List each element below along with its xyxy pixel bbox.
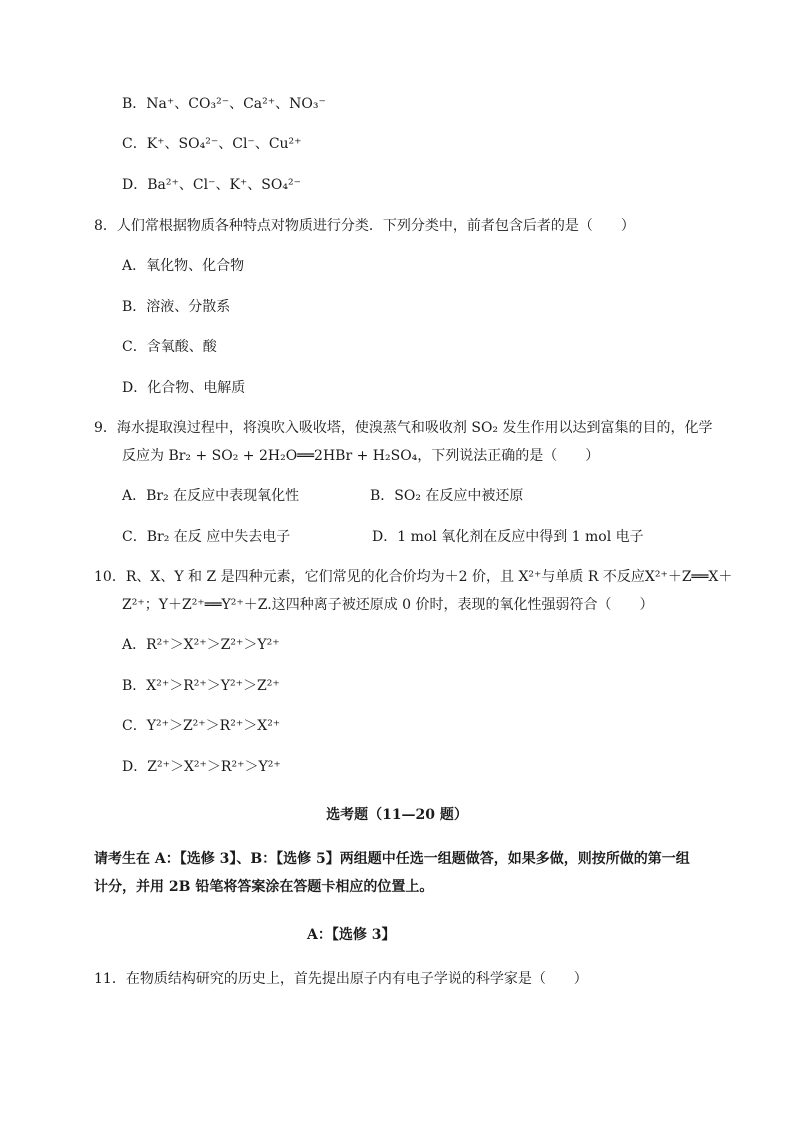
q9-option-b: B．SO₂ 在反应中被还原 — [370, 488, 524, 504]
q9-stem-line2: 反应为 Br₂ + SO₂ + 2H₂O══2HBr + H₂SO₄，下列说法正确的是（ ） — [122, 448, 600, 464]
group-a-heading: A：【选修 3】 — [307, 927, 396, 943]
q9-stem-line1: 9．海水提取溴过程中，将溴吹入吸收塔，使溴蒸气和吸收剂 SO₂ 发生作用以达到富集的目的，化学 — [94, 420, 713, 436]
q8-option-c: C．含氧酸、酸 — [122, 339, 217, 355]
q8-option-b: B．溶液、分散系 — [122, 299, 231, 315]
q10-stem-line1: 10．R、X、Y 和 Z 是四种元素，它们常见的化合价均为＋2 价，且 X²⁺与单质 R 不反应X²⁺＋Z══X＋ — [94, 569, 733, 585]
q8-option-a: A．氧化物、化合物 — [122, 258, 245, 274]
q10-option-a: A．R²⁺＞X²⁺＞Z²⁺＞Y²⁺ — [122, 637, 280, 653]
q9-option-c: C．Br₂ 在反 应中失去电子 — [122, 529, 291, 545]
q10-option-d: D．Z²⁺＞X²⁺＞R²⁺＞Y²⁺ — [122, 759, 281, 775]
q9-option-a: A．Br₂ 在反应中表现氧化性 — [122, 488, 300, 504]
q8-stem: 8．人们常根据物质各种特点对物质进行分类．下列分类中，前者包含后者的是（ ） — [94, 218, 635, 234]
q10-option-c: C．Y²⁺＞Z²⁺＞R²⁺＞X²⁺ — [122, 718, 281, 734]
q7-option-b: B．Na⁺、CO₃²⁻、Ca²⁺、NO₃⁻ — [122, 96, 326, 112]
q9-option-d: D．1 mol 氧化剂在反应中得到 1 mol 电子 — [372, 529, 644, 545]
q11-stem: 11．在物质结构研究的历史上，首先提出原子内有电子学说的科学家是（ ） — [94, 971, 588, 987]
q10-stem-line2: Z²⁺；Y＋Z²⁺══Y²⁺＋Z.这四种离子被还原成 0 价时，表现的氧化性强弱符合（ ） — [122, 597, 654, 613]
q10-option-b: B．X²⁺＞R²⁺＞Y²⁺＞Z²⁺ — [122, 678, 280, 694]
section-title: 选考题（11—20 题） — [326, 807, 468, 823]
section-instruction-line1: 请考生在 A：【选修 3】、B：【选修 5】两组题中任选一组题做答，如果多做，则按所做的第一组 — [94, 851, 690, 867]
section-instruction-line2: 计分，并用 2B 铅笔将答案涂在答题卡相应的位置上。 — [94, 879, 434, 895]
q7-option-c: C．K⁺、SO₄²⁻、Cl⁻、Cu²⁺ — [122, 136, 302, 152]
q7-option-d: D．Ba²⁺、Cl⁻、K⁺、SO₄²⁻ — [122, 177, 301, 193]
q8-option-d: D．化合物、电解质 — [122, 380, 246, 396]
